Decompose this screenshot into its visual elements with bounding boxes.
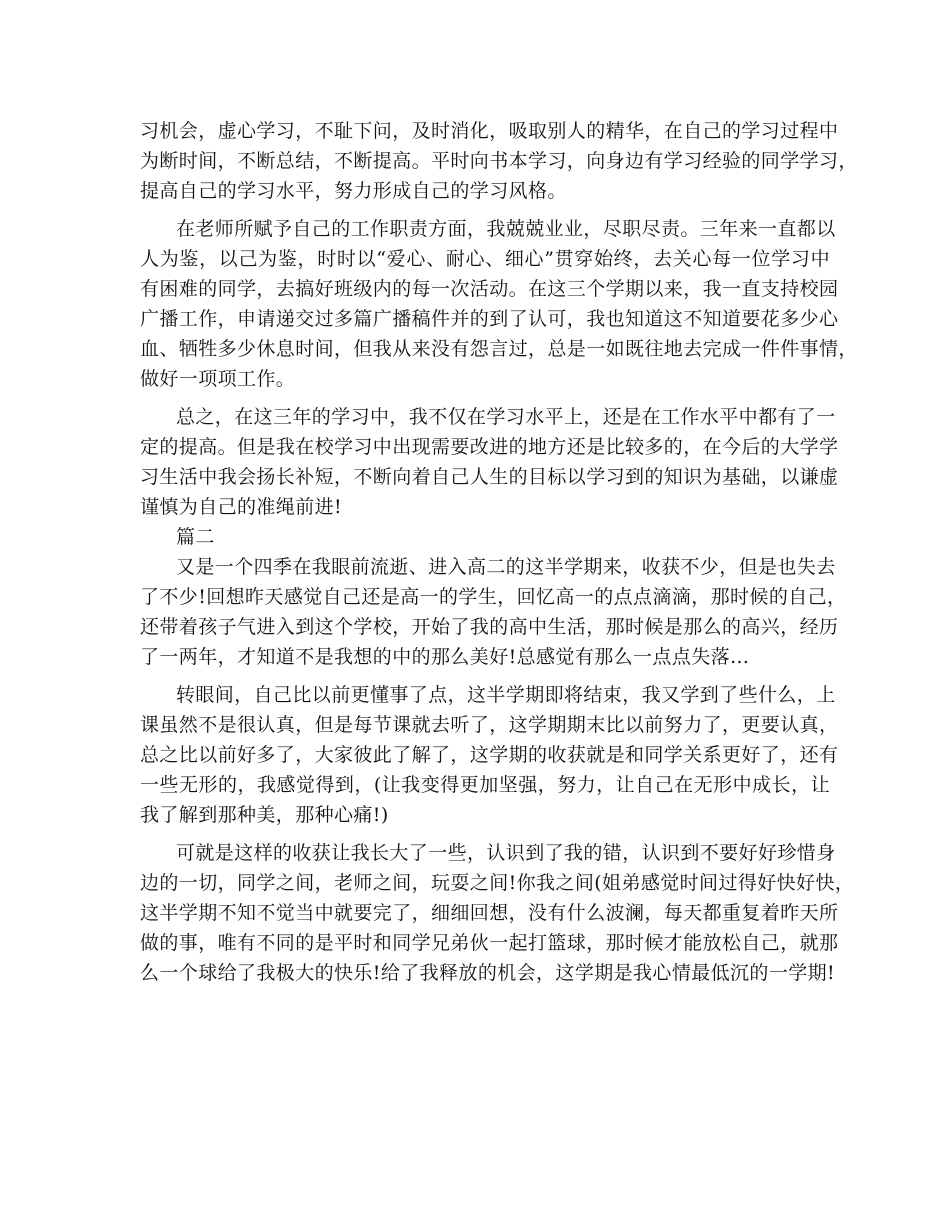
text-line: 习机会，虚心学习，不耻下问，及时消化，吸取别人的精华，在自己的学习过程中 [140, 120, 839, 142]
text-line: 转眼间，自己比以前更懂事了点，这半学期即将结束，我又学到了些什么，上 [176, 684, 836, 706]
text-line: 课虽然不是很认真，但是每节课就去听了，这学期期末比以前努力了，更要认真， [140, 714, 839, 736]
text-line: 总之，在这三年的学习中，我不仅在学习水平上，还是在工作水平中都有了一 [176, 406, 836, 428]
text-line: 边的一切，同学之间，老师之间，玩耍之间!你我之间(姐弟感觉时间过得好快好快， [140, 872, 855, 894]
text-line: 提高自己的学习水平，努力形成自己的学习风格。 [140, 180, 567, 202]
text-line: 一些无形的，我感觉得到，(让我变得更加坚强，努力，让自己在无形中成长，让 [140, 774, 830, 796]
paragraph [140, 838, 855, 988]
text-line: 这半学期不知不觉当中就要完了，细细回想，没有什么波澜，每天都重复着昨天所 [140, 902, 839, 924]
paragraph [140, 402, 839, 522]
text-line: 在老师所赋予自己的工作职责方面，我兢兢业业，尽职尽责。三年来一直都以 [176, 218, 836, 240]
text-line: 又是一个四季在我眼前流逝、进入高二的这半学期来，收获不少，但是也失去 [176, 556, 836, 578]
section-heading-text: 篇二 [176, 526, 215, 548]
text-line: 血、牺牲多少休息时间，但我从来没有怨言过，总是一如既往地去完成一件件事情， [140, 338, 858, 360]
text-line: 习生活中我会扬长补短，不断向着自己人生的目标以学习到的知识为基础，以谦虚 [140, 466, 839, 488]
text-line: 谨慎为自己的准绳前进! [140, 496, 343, 518]
paragraph [140, 116, 858, 206]
text-line: 了一两年，才知道不是我想的中的那么美好!总感觉有那么一点点失落… [140, 646, 750, 668]
paragraph [140, 552, 847, 672]
text-line: 做好一项项工作。 [140, 368, 296, 390]
text-line: 我了解到那种美，那种心痛!) [140, 804, 389, 826]
text-line: 有困难的同学，去搞好班级内的每一次活动。在这三个学期以来，我一直支持校园 [140, 278, 839, 300]
section-heading [140, 522, 830, 552]
document-body [140, 116, 858, 988]
text-line: 广播工作，申请递交过多篇广播稿件并的到了认可，我也知道这不知道要花多少心 [140, 308, 839, 330]
text-line: 么一个球给了我极大的快乐!给了我释放的机会，这学期是我心情最低沉的一学期! [140, 962, 836, 984]
text-line: 总之比以前好多了，大家彼此了解了，这学期的收获就是和同学关系更好了，还有 [140, 744, 839, 766]
text-line: 人为鉴，以己为鉴，时时以“爱心、耐心、细心”贯穿始终，去关心每一位学习中 [140, 248, 830, 270]
text-line: 为断时间，不断总结，不断提高。平时向书本学习，向身边有学习经验的同学学习， [140, 150, 858, 172]
text-line: 还带着孩子气进入到这个学校，开始了我的高中生活，那时候是那么的高兴，经历 [140, 616, 839, 638]
paragraph [140, 214, 858, 394]
text-line: 了不少!回想昨天感觉自己还是高一的学生，回忆高一的点点滴滴，那时候的自己， [140, 586, 847, 608]
paragraph [140, 680, 839, 830]
text-line: 做的事，唯有不同的是平时和同学兄弟伙一起打篮球，那时候才能放松自己，就那 [140, 932, 839, 954]
text-line: 定的提高。但是我在校学习中出现需要改进的地方还是比较多的，在今后的大学学 [140, 436, 839, 458]
text-line: 可就是这样的收获让我长大了一些，认识到了我的错，认识到不要好好珍惜身 [176, 842, 836, 864]
